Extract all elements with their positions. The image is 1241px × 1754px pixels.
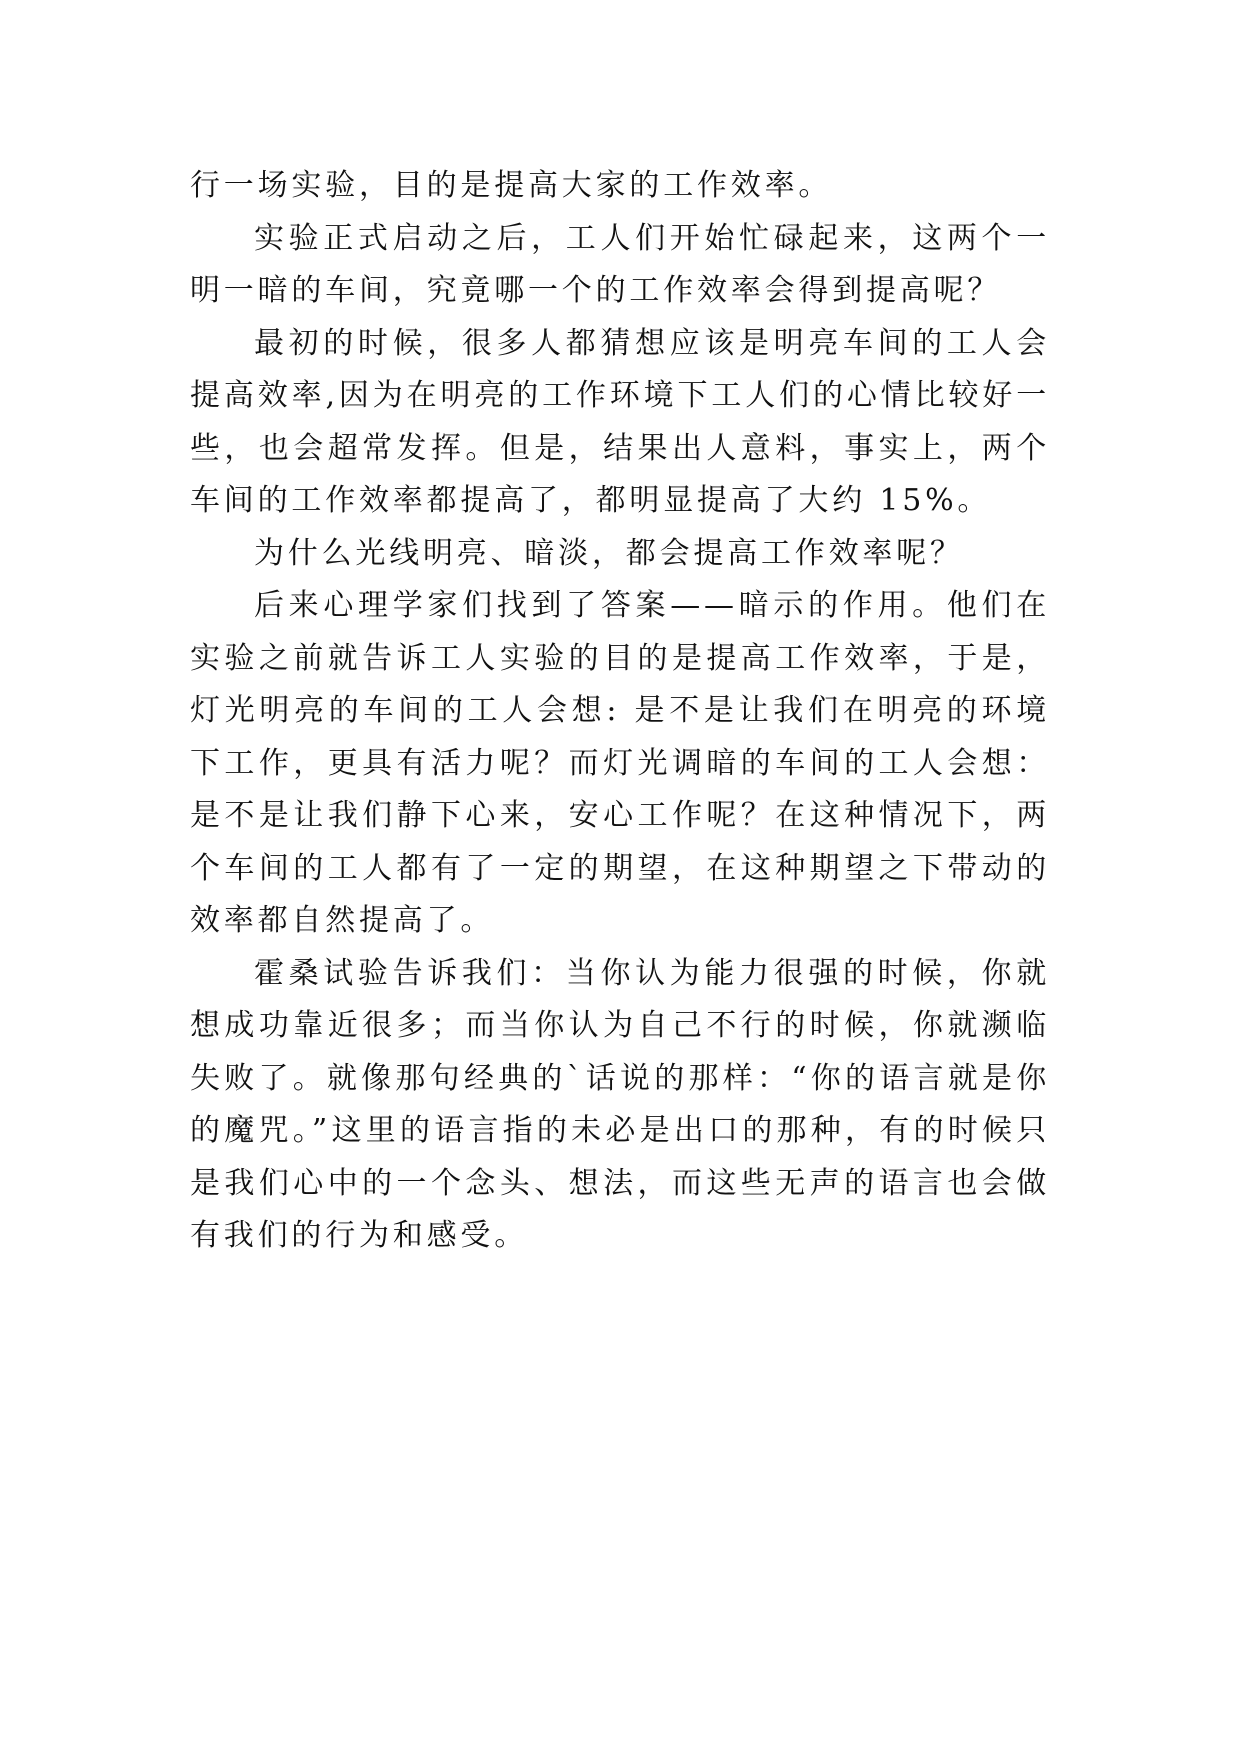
paragraph-6: 霍桑试验告诉我们：当你认为能力很强的时候，你就想成功靠近很多；而当你认为自己不行的时候，你就濒临失败了。就像那句经典的`话说的那样：“你的语言就是你的魔咒。”这里的语言指的未必是出口的那种，有的时候只是我们心中的一个念头、想法，而这些无声的语言也会做有我们的行为和感受。 xyxy=(190,955,1050,1253)
paragraph-2: 实验正式启动之后，工人们开始忙碌起来，这两个一明一暗的车间，究竟哪一个的工作效率会得到提高呢？ xyxy=(190,220,1050,308)
paragraph-5: 后来心理学家们找到了答案——暗示的作用。他们在实验之前就告诉工人实验的目的是提高工作效率，于是，灯光明亮的车间的工人会想: 是不是让我们在明亮的环境下工作，更具有活力呢？而灯光调暗的车间的工人会想：是不是让我们静下心来，安心工作呢？在这种情况下，两个车间的工人都有了一定的期望，在这种期望之下带动的效率都自然提高了。 xyxy=(190,588,1050,938)
paragraph-1: 行一场实验，目的是提高大家的工作效率。 xyxy=(190,168,833,203)
paragraph-4: 为什么光线明亮、暗淡，都会提高工作效率呢？ xyxy=(254,535,964,571)
document-body xyxy=(190,160,1050,1263)
paragraph-3: 最初的时候，很多人都猜想应该是明亮车间的工人会提高效率,因为在明亮的工作环境下工人们的心情比较好一些，也会超常发挥。但是，结果出人意料，事实上，两个车间的工作效率都提高了，都明显提高了大约 15%。 xyxy=(190,325,1050,518)
